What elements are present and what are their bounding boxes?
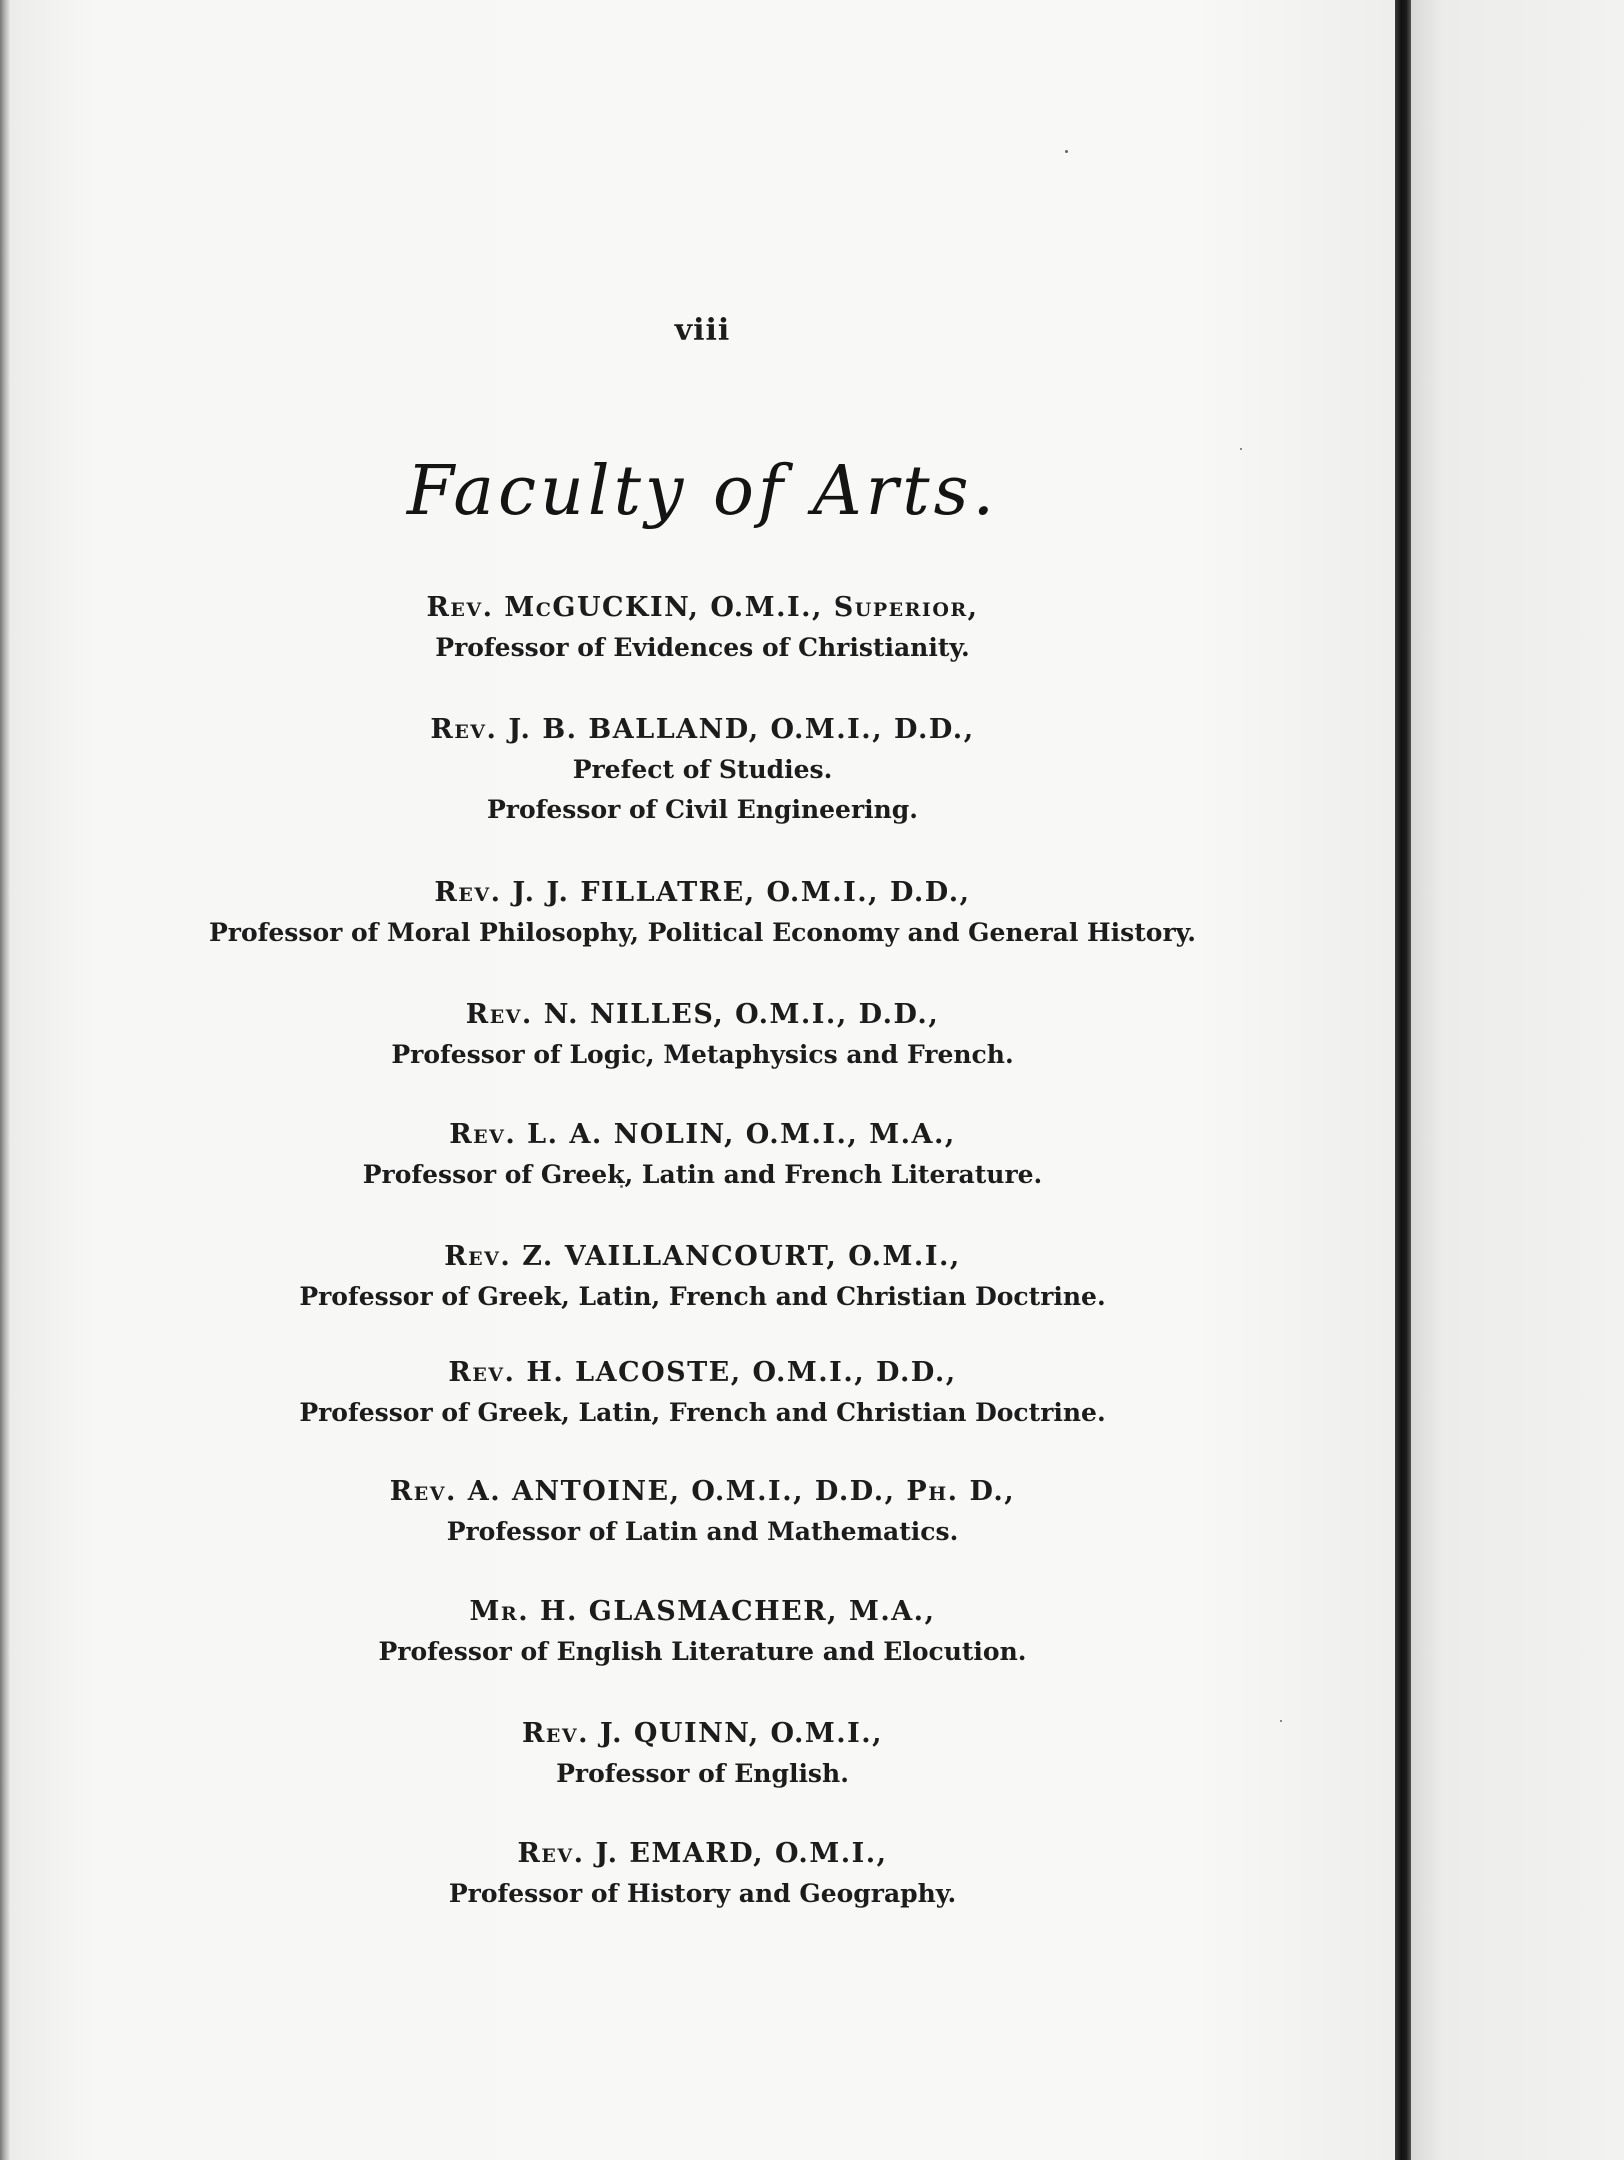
faculty-role: Prefect of Studies. <box>572 755 833 784</box>
faculty-role: Professor of Civil Engineering. <box>487 795 918 824</box>
faculty-name: Rev. N. NILLES, O.M.I., D.D., <box>465 999 940 1030</box>
faculty-role: Professor of Greek, Latin, French and Christian Doctrine. <box>299 1282 1106 1311</box>
faculty-entry <box>10 1834 1395 1914</box>
faculty-entry <box>10 873 1395 953</box>
faculty-role: Professor of Greek, Latin, French and Christian Doctrine. <box>299 1398 1106 1427</box>
facing-page-edge <box>1411 0 1624 2160</box>
faculty-role: Professor of Moral Philosophy, Political Economy and General History. <box>208 918 1196 947</box>
faculty-name: Rev. L. A. NOLIN, O.M.I., M.A., <box>449 1119 956 1150</box>
faculty-role: Professor of Greek, Latin and French Literature. <box>362 1160 1043 1189</box>
faculty-entry <box>10 995 1395 1075</box>
page-content <box>10 0 1395 2160</box>
faculty-entry <box>10 1592 1395 1672</box>
faculty-entry <box>10 710 1395 830</box>
page-title: Faculty of Arts. <box>406 452 999 531</box>
faculty-role: Professor of English Literature and Elocution. <box>378 1637 1027 1666</box>
faculty-role: Professor of English. <box>556 1759 849 1788</box>
faculty-role: Professor of Evidences of Christianity. <box>435 633 970 662</box>
faculty-role: Professor of History and Geography. <box>448 1879 957 1908</box>
book-gutter <box>1395 0 1411 2160</box>
faculty-entry <box>10 588 1395 668</box>
faculty-entry <box>10 1237 1395 1317</box>
faculty-name: Rev. J. EMARD, O.M.I., <box>517 1838 888 1869</box>
faculty-entry <box>10 1353 1395 1433</box>
faculty-name: Mr. H. GLASMACHER, M.A., <box>469 1596 936 1627</box>
faculty-role: Professor of Latin and Mathematics. <box>446 1517 959 1546</box>
page-number: viii <box>674 313 731 348</box>
faculty-name: Rev. A. ANTOINE, O.M.I., D.D., Ph. D., <box>389 1476 1016 1507</box>
faculty-name: Rev. J. QUINN, O.M.I., <box>521 1718 884 1749</box>
faculty-entry <box>10 1115 1395 1195</box>
faculty-name: Rev. J. B. BALLAND, O.M.I., D.D., <box>430 714 975 745</box>
faculty-name: Rev. McGUCKIN, O.M.I., Superior, <box>426 592 979 623</box>
faculty-entry <box>10 1714 1395 1794</box>
faculty-name: Rev. Z. VAILLANCOURT, O.M.I., <box>444 1241 961 1272</box>
faculty-entry <box>10 1472 1395 1552</box>
faculty-name: Rev. H. LACOSTE, O.M.I., D.D., <box>448 1357 957 1388</box>
faculty-name: Rev. J. J. FILLATRE, O.M.I., D.D., <box>434 877 971 908</box>
faculty-role: Professor of Logic, Metaphysics and French. <box>391 1040 1014 1069</box>
left-page-edge <box>0 0 10 2160</box>
